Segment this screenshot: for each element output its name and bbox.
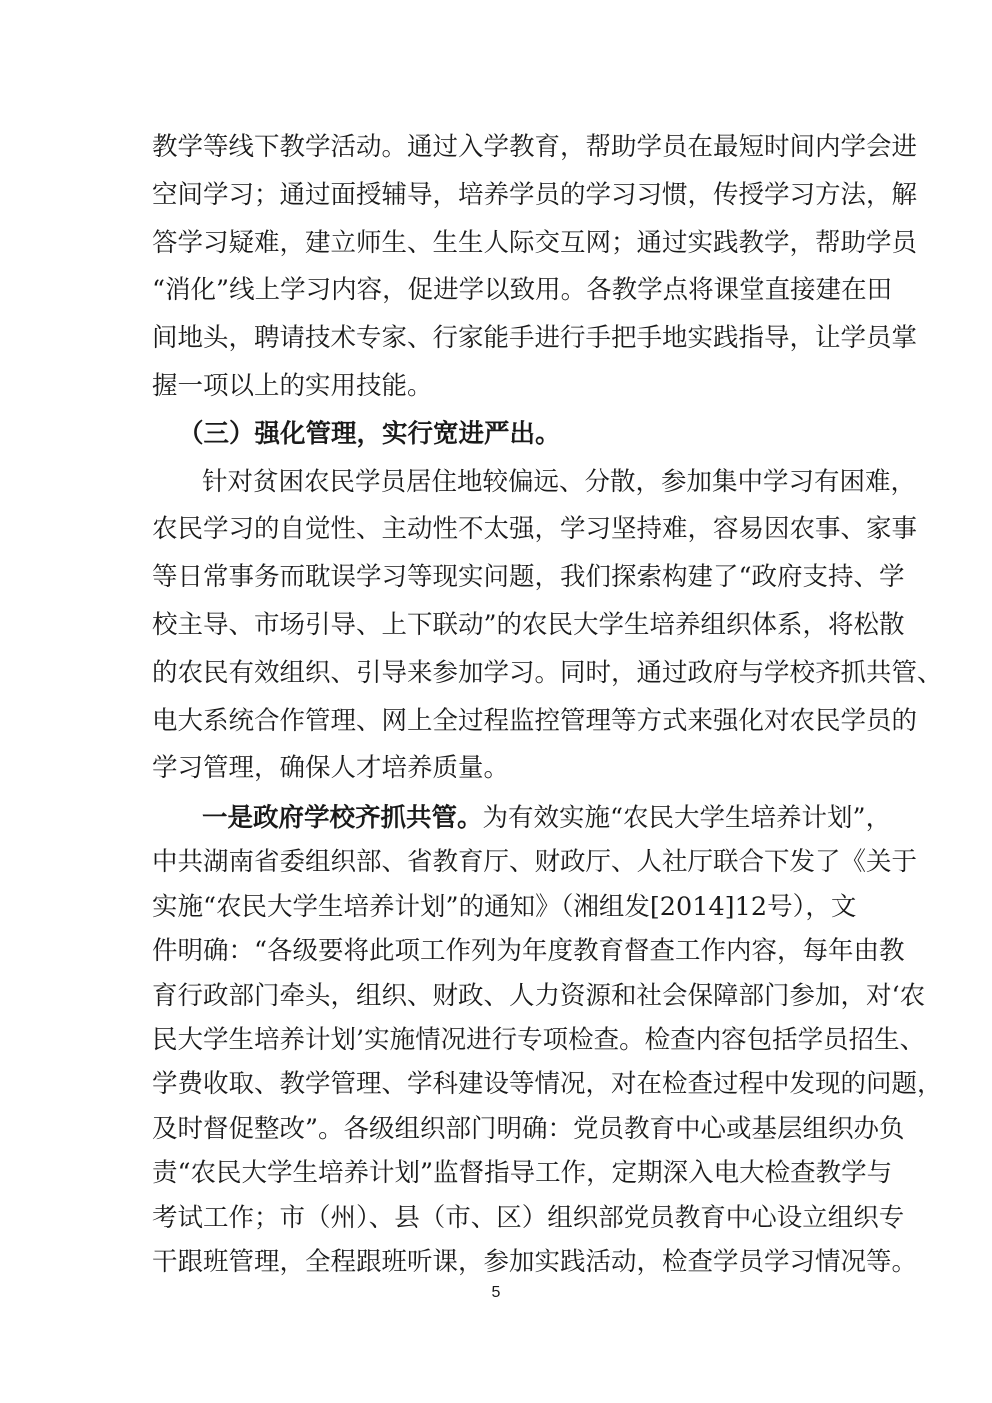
paragraph-3-line-6: 民大学生培养计划’实施情况进行专项检查。检查内容包括学员招生、 (152, 1025, 926, 1055)
paragraph-3-line-4: 件明确：“各级要将此项工作列为年度教育督查工作内容，每年由教 (152, 936, 905, 966)
section-heading: （三）强化管理，实行宽进严出。 (178, 419, 561, 449)
paragraph-2-line-6: 电大系统合作管理、网上全过程监控管理等方式来强化对农民学员的 (152, 706, 918, 736)
paragraph-3-line-1 (202, 798, 892, 838)
paragraph-2-line-3: 等日常事务而耽误学习等现实问题，我们探索构建了“政府支持、学 (152, 562, 905, 592)
paragraph-3-lead: 一是政府学校齐抓共管。 (202, 803, 483, 833)
paragraph-1-line-2: 空间学习；通过面授辅导，培养学员的学习习惯，传授学习方法，解 (152, 180, 918, 210)
paragraph-3-line-9: 责“农民大学生培养计划”监督指导工作，定期深入电大检查教学与 (152, 1158, 893, 1188)
paragraph-1-line-5: 间地头，聘请技术专家、行家能手进行手把手地实践指导，让学员掌 (152, 323, 918, 353)
paragraph-1-line-1: 教学等线下教学活动。通过入学教育，帮助学员在最短时间内学会进 (152, 132, 918, 162)
paragraph-3-line-2: 中共湖南省委组织部、省教育厅、财政厅、人社厅联合下发了《关于 (152, 847, 918, 877)
page-number: 5 (491, 1284, 501, 1301)
paragraph-3-line-3: 实施“农民大学生培养计划”的通知》（湘组发[2014]12号），文 (152, 892, 857, 922)
paragraph-2-line-7: 学习管理，确保人才培养质量。 (152, 753, 510, 783)
paragraph-2-line-1: 针对贫困农民学员居住地较偏远、分散，参加集中学习有困难， (202, 467, 917, 497)
paragraph-1-line-6: 握一项以上的实用技能。 (152, 371, 433, 401)
paragraph-3-line-8: 及时督促整改”。各级组织部门明确：党员教育中心或基层组织办负 (152, 1114, 905, 1144)
paragraph-3-line-5: 育行政部门牵头，组织、财政、人力资源和社会保障部门参加，对‘农 (152, 981, 926, 1011)
paragraph-2-line-4: 校主导、市场引导、上下联动”的农民大学生培养组织体系，将松散 (152, 610, 905, 640)
paragraph-1-line-3: 答学习疑难，建立师生、生生人际交互网；通过实践教学，帮助学员 (152, 228, 918, 258)
paragraph-2-line-5: 的农民有效组织、引导来参加学习。同时，通过政府与学校齐抓共管、 (152, 658, 943, 688)
paragraph-3-line-11: 干跟班管理，全程跟班听课，参加实践活动，检查学员学习情况等。 (152, 1247, 918, 1277)
paragraph-1-line-4: “消化”线上学习内容，促进学以致用。各教学点将课堂直接建在田 (152, 275, 893, 305)
paragraph-2-line-2: 农民学习的自觉性、主动性不太强，学习坚持难，容易因农事、家事 (152, 514, 918, 544)
paragraph-3-line-7: 学费收取、教学管理、学科建设等情况，对在检查过程中发现的问题， (152, 1069, 943, 1099)
paragraph-3-line-1-rest: 为有效实施“农民大学生培养计划”， (482, 803, 892, 833)
paragraph-3-line-10: 考试工作；市（州）、县（市、区）组织部党员教育中心设立组织专 (152, 1203, 905, 1233)
